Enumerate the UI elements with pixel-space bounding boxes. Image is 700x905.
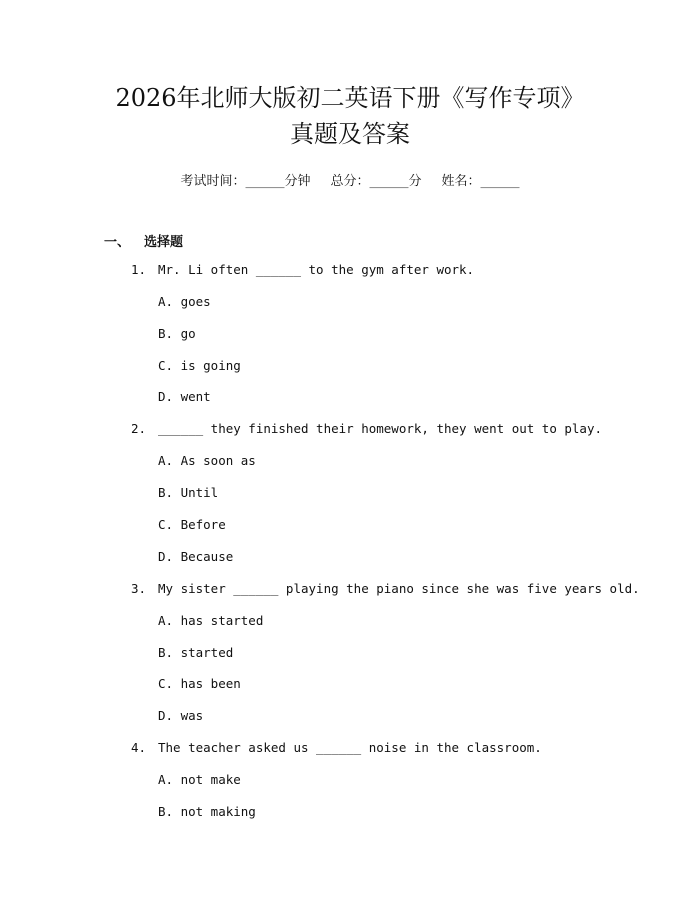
question-text: ______ they finished their homework, they went out to play. [158, 421, 603, 436]
question-1 [131, 264, 474, 277]
document-title: 2026年北师大版初二英语下册《写作专项》 [115, 84, 585, 112]
option-1d[interactable]: D. went [158, 389, 211, 404]
question-number: 3. [131, 581, 147, 596]
question-2 [131, 423, 602, 436]
document-subtitle: 真题及答案 [290, 120, 410, 148]
option-3b[interactable]: B. started [158, 645, 234, 660]
option-3a[interactable]: A. has started [158, 613, 264, 628]
option-3c[interactable]: C. has been [158, 676, 241, 691]
question-3 [131, 583, 640, 596]
question-text: Mr. Li often ______ to the gym after work. [158, 262, 475, 277]
question-number: 2. [131, 421, 147, 436]
option-2c[interactable]: C. Before [158, 517, 226, 532]
section-heading [104, 231, 183, 250]
question-text: The teacher asked us ______ noise in the classroom. [158, 740, 542, 755]
option-4a[interactable]: A. not make [158, 772, 241, 787]
question-text: My sister ______ playing the piano since she was five years old. [158, 581, 640, 596]
question-number: 4. [131, 740, 147, 755]
option-1a[interactable]: A. goes [158, 294, 211, 309]
option-2b[interactable]: B. Until [158, 485, 219, 500]
section-title: 选择题 [144, 235, 184, 250]
section-number: 一、 [104, 235, 131, 250]
option-1b[interactable]: B. go [158, 326, 196, 341]
option-1c[interactable]: C. is going [158, 358, 241, 373]
question-number: 1. [131, 262, 147, 277]
option-2d[interactable]: D. Because [158, 549, 234, 564]
name-field: 姓名：______ [441, 174, 520, 189]
total-score-field: 总分：______分 [330, 174, 422, 189]
option-3d[interactable]: D. was [158, 708, 204, 723]
exam-time-field: 考试时间：______分钟 [180, 174, 311, 189]
option-4b[interactable]: B. not making [158, 804, 256, 819]
option-2a[interactable]: A. As soon as [158, 453, 256, 468]
exam-info [0, 170, 700, 189]
question-4 [131, 742, 542, 755]
